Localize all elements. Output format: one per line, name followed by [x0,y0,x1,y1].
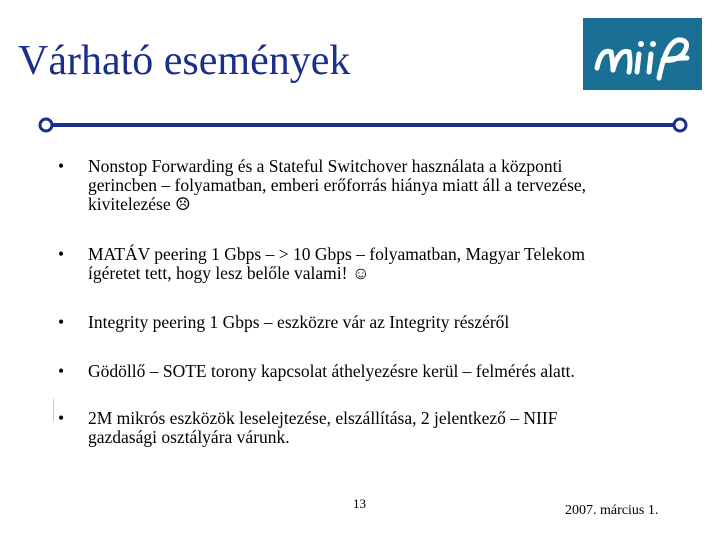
niif-logo [583,18,702,90]
bullet-text: Gödöllő – SOTE torony kapcsolat áthelyezésre kerül – felmérés alatt. [88,361,575,381]
bullet-text: Integrity peering 1 Gbps – eszközre vár az Integrity részéről [88,312,510,332]
bullet-symbol: • [58,312,65,332]
bullet-symbol: • [58,361,65,381]
bullet-text: Nonstop Forwarding és a Stateful Switchover használata a központi gerincben – folyamatban, emberi erőforrás hiánya miatt áll a tervezése, kivitelezése ☹ [88,156,587,214]
bullet-symbol: • [58,244,65,264]
page-number: 13 [353,496,366,511]
niif-logo-icon [583,18,702,90]
bullet-text: 2M mikrós eszközök leselejtezése, elszállítása, 2 jelentkező – NIIF gazdasági osztályára várunk. [88,408,558,447]
bullet-text: MATÁV peering 1 Gbps – > 10 Gbps – folyamatban, Magyar Telekom ígéretet tett, hogy lesz belőle valami! ☺ [88,244,585,283]
slide-date: 2007. március 1. [565,503,659,518]
text-cursor-marker [53,399,54,421]
title-divider [36,113,690,137]
bullet-symbol: • [58,156,65,176]
slide-title: Várható események [18,38,351,84]
bullet-symbol: • [58,408,65,428]
